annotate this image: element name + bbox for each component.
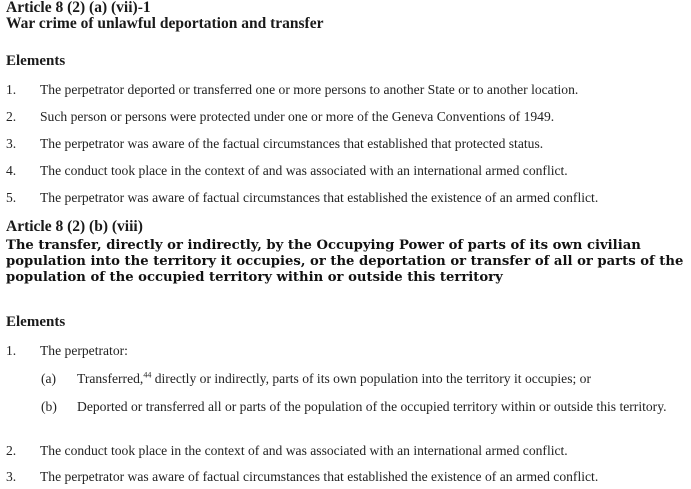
element-number: 3. [6, 136, 17, 151]
element-text: The perpetrator deported or transferred one or more persons to another State or to another location. [40, 82, 579, 97]
sub-element-label: (b) [41, 399, 57, 414]
article-reference: Article 8 (2) (b) (viii) [6, 218, 143, 235]
element-number: 3. [6, 469, 17, 484]
element-item [0, 189, 691, 209]
element-text: Such person or persons were protected under one or more of the Geneva Conventions of 1949. [40, 109, 555, 124]
element-item [0, 162, 691, 182]
sub-element-text-end: directly or indirectly, parts of its own population into the territory it occupies; or [151, 371, 592, 386]
article-title: War crime of unlawful deportation and transfer [6, 15, 324, 32]
sub-element-text [77, 370, 689, 387]
element-number: 1. [6, 343, 17, 358]
article-title-line: population into the territory it occupies, or the deportation or transfer of all or parts of the [6, 254, 684, 269]
element-number: 4. [6, 163, 17, 178]
element-item [0, 108, 691, 128]
element-number: 1. [6, 82, 17, 97]
element-number: 2. [6, 443, 17, 458]
element-item [0, 135, 691, 155]
element-item [0, 442, 691, 462]
element-number: 2. [6, 109, 17, 124]
article-reference: Article 8 (2) (a) (vii)-1 [6, 0, 151, 16]
sub-element-text-start: Transferred, [77, 371, 144, 386]
article-title-line: The transfer, directly or indirectly, by the Occupying Power of parts of its own civilian [6, 238, 641, 253]
article-title-line: population of the occupied territory within or outside this territory [6, 270, 503, 285]
elements-heading: Elements [6, 314, 66, 330]
element-item [0, 468, 691, 488]
element-number: 5. [6, 190, 17, 205]
element-item [0, 81, 691, 101]
element-text: The perpetrator was aware of factual circumstances that established the existence of an armed conflict. [40, 190, 599, 205]
sub-element-text: Deported or transferred all or parts of the population of the occupied territory within or outside this territory. [77, 399, 667, 414]
element-text: The perpetrator was aware of factual circumstances that established the existence of an armed conflict. [40, 469, 599, 484]
sub-element-label: (a) [41, 371, 57, 386]
element-text: The perpetrator: [40, 343, 128, 358]
element-text: The conduct took place in the context of and was associated with an international armed conflict. [40, 443, 568, 458]
footnote-reference: 44 [143, 370, 152, 380]
element-item [0, 342, 691, 362]
elements-heading: Elements [6, 53, 66, 69]
element-text: The conduct took place in the context of and was associated with an international armed conflict. [40, 163, 568, 178]
element-text: The perpetrator was aware of the factual circumstances that established that protected status. [40, 136, 544, 151]
